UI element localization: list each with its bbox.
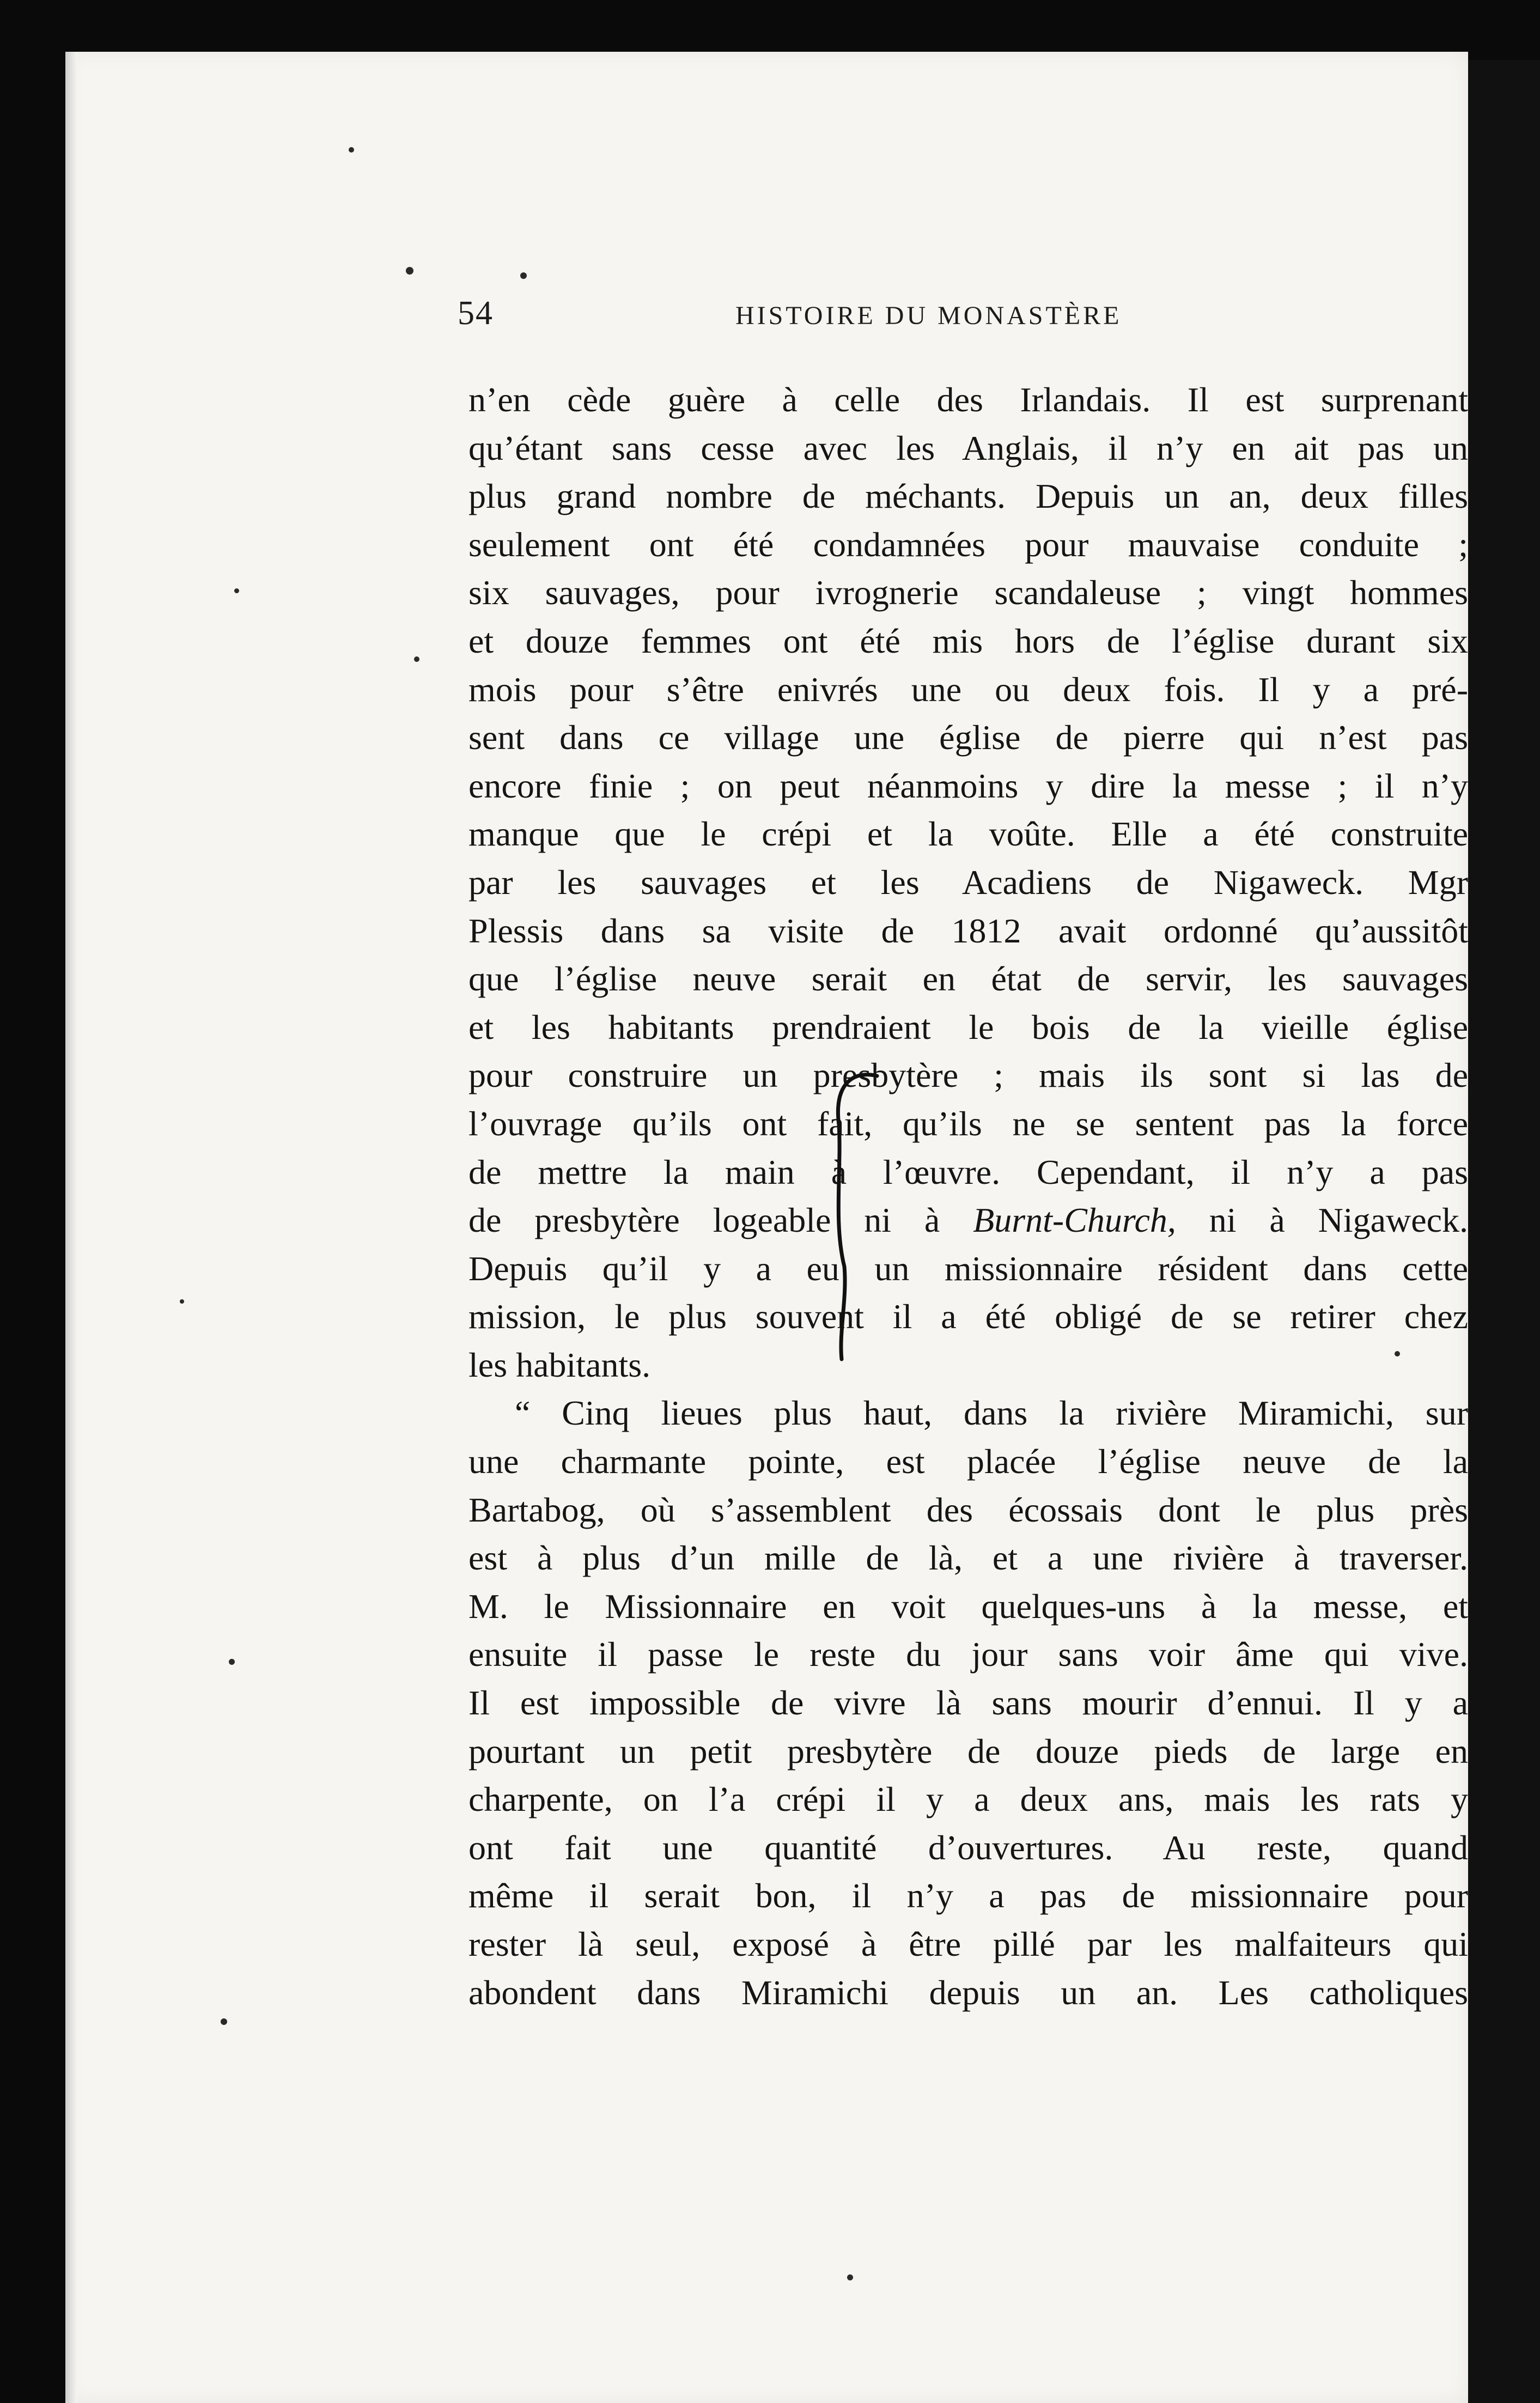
scan-speck (520, 272, 527, 279)
scan-speck (180, 1299, 184, 1304)
text-line: Il est impossible de vivre là sans mourir d’ennui. Il y a (468, 1683, 1468, 1723)
text-line: même il serait bon, il n’y a pas de missionnaire pour (468, 1876, 1468, 1915)
text-line: six sauvages, pour ivrognerie scandaleuse ; vingt hommes (468, 573, 1468, 612)
text-line: rester là seul, exposé à être pillé par les malfaiteurs qui (468, 1925, 1468, 1963)
text-line: Depuis qu’il y a eu un missionnaire résident dans cette (468, 1249, 1468, 1288)
page-number: 54 (458, 295, 494, 332)
text-line: M. le Missionnaire en voit quelques-uns à la messe, et (468, 1586, 1468, 1626)
text-line: ensuite il passe le reste du jour sans voir âme qui vive. (468, 1635, 1468, 1674)
text-line: sent dans ce village une église de pierre qui n’est pas (468, 718, 1468, 757)
scan-speck (221, 2018, 227, 2025)
text-line: “ Cinq lieues plus haut, dans la rivière Miramichi, sur (515, 1394, 1468, 1433)
text-line-mixed (468, 1196, 1468, 1245)
scan-speck (847, 2274, 853, 2280)
italic-place-name: Burnt-Church, (973, 1201, 1176, 1240)
scan-speck (234, 588, 239, 593)
text-line: et les habitants prendraient le bois de la vieille église (468, 1007, 1468, 1047)
text-line: ont fait une quantité d’ouvertures. Au reste, quand (468, 1828, 1468, 1867)
scan-speck (406, 267, 413, 275)
text-line: les habitants. (468, 1345, 651, 1384)
text-line: abondent dans Miramichi depuis un an. Les catholiques (468, 1973, 1468, 2012)
text-line: et douze femmes ont été mis hors de l’église durant six (468, 621, 1468, 660)
text-line: mois pour s’être enivrés une ou deux fois. Il y a pré- (468, 670, 1468, 709)
text-line: Plessis dans sa visite de 1812 avait ordonné qu’aussitôt (468, 911, 1468, 950)
body-text (468, 376, 1468, 2017)
text-line: de mettre la main à l’œuvre. Cependant, il n’y a pas (468, 1152, 1468, 1191)
text-line: pour construire un presbytère ; mais ils sont si las de (468, 1056, 1468, 1095)
scan-speck (229, 1659, 235, 1665)
text-line: l’ouvrage qu’ils ont fait, qu’ils ne se sentent pas la force (468, 1104, 1468, 1143)
text-line: une charmante pointe, est placée l’église neuve de la (468, 1442, 1468, 1481)
text-line: encore finie ; on peut néanmoins y dire la messe ; il n’y (468, 766, 1468, 805)
pen-mark (812, 1060, 893, 1365)
text-line: charpente, on l’a crépi il y a deux ans, mais les rats y (468, 1780, 1468, 1819)
text-line: n’en cède guère à celle des Irlandais. Il est surprenant (468, 380, 1468, 419)
text-line: que l’église neuve serait en état de servir, les sauvages (468, 959, 1468, 999)
scan-speck (414, 656, 419, 662)
text-line: mission, le plus souvent il a été obligé de se retirer chez (468, 1297, 1468, 1336)
scan-right-border (1468, 60, 1540, 2403)
page-gutter-shadow (65, 52, 77, 2403)
text-line: seulement ont été condamnées pour mauvaise conduite ; (468, 525, 1468, 564)
page-header (458, 294, 1465, 343)
text-line: est à plus d’un mille de là, et a une rivière à traverser. (468, 1538, 1468, 1578)
running-head: HISTOIRE DU MONASTÈRE (735, 301, 1122, 330)
text-line: par les sauvages et les Acadiens de Nigaweck. Mgr (468, 862, 1468, 902)
text-line: Bartabog, où s’assemblent des écossais dont le plus près (468, 1490, 1468, 1529)
text-line: manque que le crépi et la voûte. Elle a été construite (468, 814, 1468, 854)
text-line: plus grand nombre de méchants. Depuis un an, deux filles (468, 477, 1468, 516)
text-segment: de presbytère logeable ni à (468, 1201, 973, 1240)
text-line: pourtant un petit presbytère de douze pieds de large en (468, 1731, 1468, 1771)
scan-speck (349, 147, 354, 153)
text-segment: ni à Nigaweck. (1176, 1201, 1468, 1240)
text-line: qu’étant sans cesse avec les Anglais, il n’y en ait pas un (468, 428, 1468, 467)
